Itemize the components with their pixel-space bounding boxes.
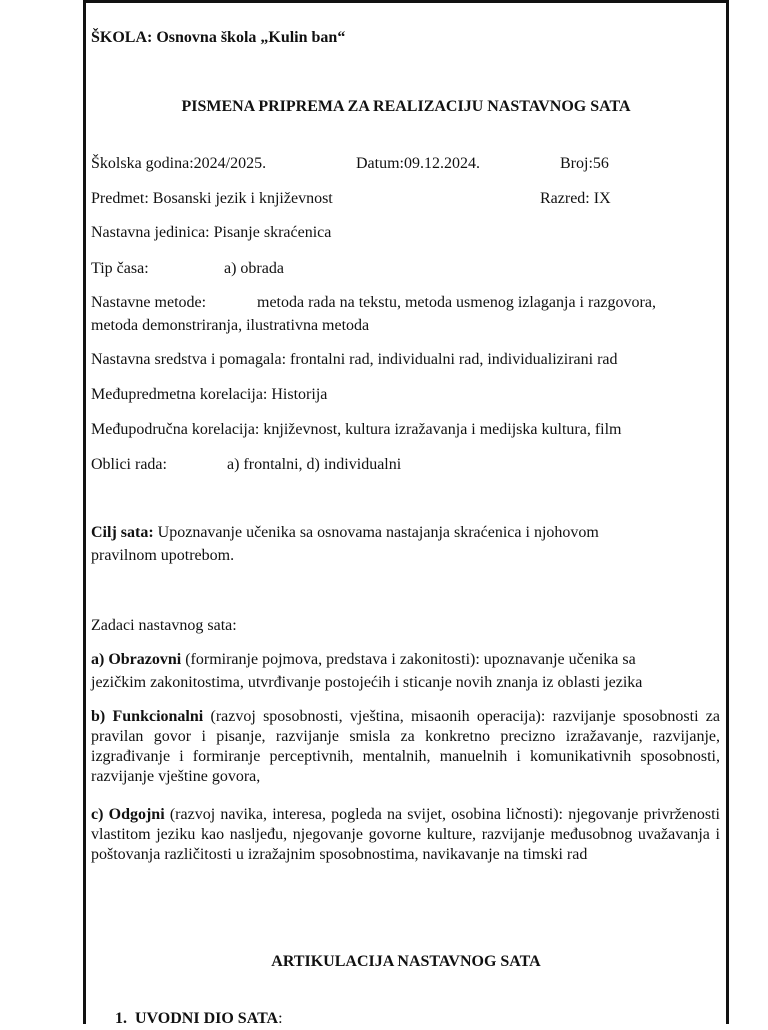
lesson-type-value: a) obrada xyxy=(224,260,284,277)
intro-section-label: UVODNI DIO SATA xyxy=(135,1010,279,1027)
work-forms-label: Oblici rada: xyxy=(91,456,167,473)
methods-label: Nastavne metode: xyxy=(91,294,207,311)
goal-line-1 xyxy=(91,522,720,544)
articulation-item-1: 1. UVODNI DIO SATA: xyxy=(115,1010,283,1027)
task-b-label: b) Funkcionalni xyxy=(91,708,204,725)
task-c-label: c) Odgojni xyxy=(91,806,165,823)
goal-text: Upoznavanje učenika sa osnovama nastajanja skraćenica i njohovom xyxy=(153,524,599,541)
grade: Razred: IX xyxy=(540,190,611,207)
task-c: c) Odgojni (razvoj navika, interesa, pogleda na svijet, osobina ličnosti): njegovanje privrženosti vlastitom jeziku kao nasljeđu, njegovanje govorne kulture, razvijanje međusobnog uvažavanja i poštovanja različitosti u izražajnim sposobnostima, navikavanje na timski rad xyxy=(91,806,721,863)
goal-line-2: pravilnom upotrebom. xyxy=(91,547,235,564)
subject: Predmet: Bosanski jezik i književnost xyxy=(91,190,333,207)
document-title: PISMENA PRIPREMA ZA REALIZACIJU NASTAVNOG SATA xyxy=(181,98,631,115)
methods-value: metoda rada na tekstu, metoda usmenog izlaganja i razgovora, xyxy=(257,294,656,311)
task-b: b) Funkcionalni (razvoj sposobnosti, vještina, misaonih operacija): razvijanje sposobnosti za pravilan govor i pisanje, razvijanje smisla za konkretno precizno izražavanje, razvijanje, izgrađivanje i formiranje perceptivnih, mentalnih, manuelnih i komunikativnih sposobnosti, razvijanje vještine govora, xyxy=(91,708,721,785)
school-label: ŠKOLA: Osnovna škola „Kulin ban“ xyxy=(91,29,346,46)
methods-line-2: metoda demonstriranja, ilustrativna metoda xyxy=(91,317,370,334)
goal-label: Cilj sata: xyxy=(91,524,154,541)
tasks-heading: Zadaci nastavnog sata: xyxy=(91,617,237,634)
cross-subject-correlation: Međupredmetna korelacija: Historija xyxy=(91,386,328,403)
unit: Nastavna jedinica: Pisanje skraćenica xyxy=(91,224,332,241)
task-a-label: a) Obrazovni xyxy=(91,651,182,668)
cross-area-correlation: Međupodručna korelacija: književnost, kultura izražavanja i medijska kultura, film xyxy=(91,421,622,438)
articulation-heading: ARTIKULACIJA NASTAVNOG SATA xyxy=(271,953,541,970)
resources: Nastavna sredstva i pomagala: frontalni rad, individualni rad, individualizirani rad xyxy=(91,351,618,368)
school-year: Školska godina:2024/2025. xyxy=(91,155,267,172)
work-forms-value: a) frontalni, d) individualni xyxy=(227,456,402,473)
date: Datum:09.12.2024. xyxy=(356,155,480,172)
task-a-line-1: a) Obrazovni (formiranje pojmova, predstava i zakonitosti): upoznavanje učenika sa xyxy=(91,651,636,668)
task-a-line-2: jezičkim zakonitostima, utvrđivanje postojećih i sticanje novih znanja iz oblasti jezika xyxy=(91,674,643,691)
lesson-type-label: Tip časa: xyxy=(91,260,149,277)
number: Broj:56 xyxy=(560,155,609,172)
document-page xyxy=(83,0,729,1027)
